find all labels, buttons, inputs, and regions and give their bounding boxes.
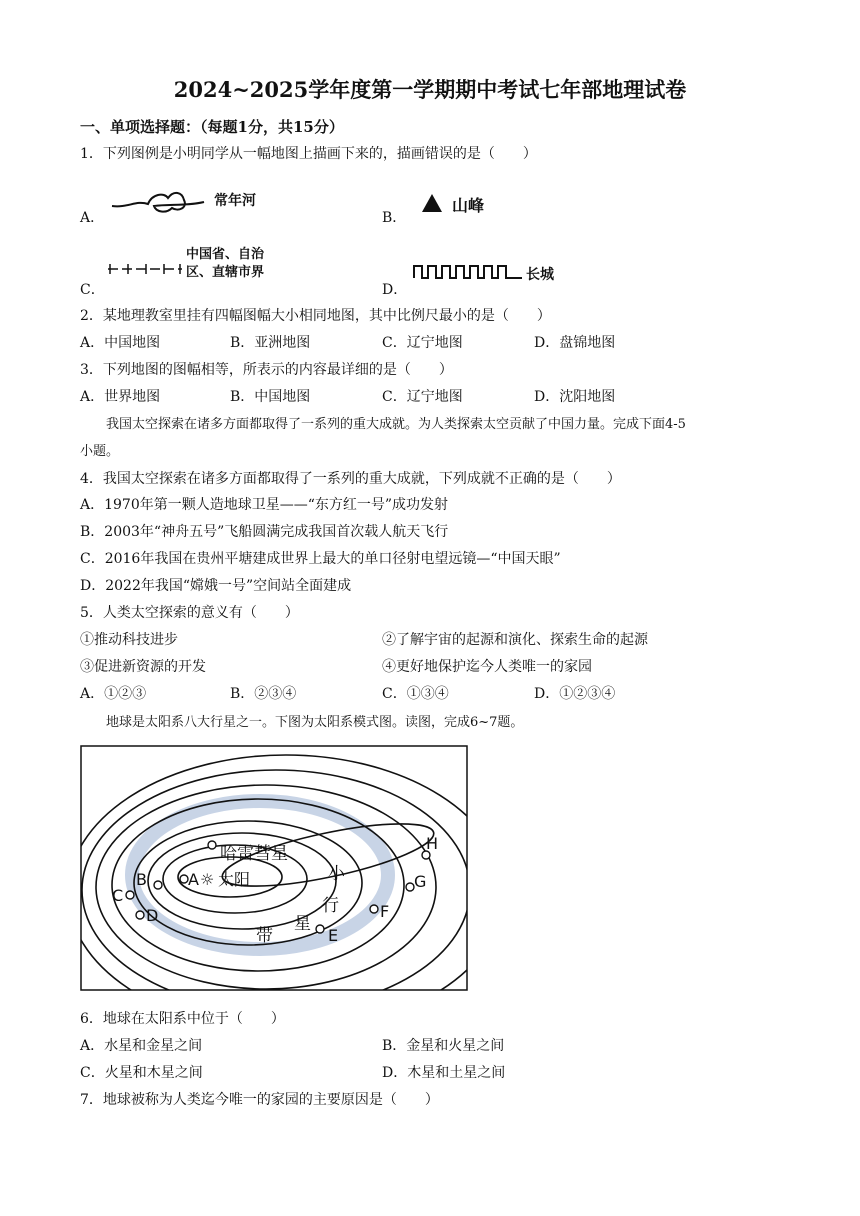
question-4-stem: 4．我国太空探索在诸多方面都取得了一系列的重大成就，下列成就不正确的是（ ）	[80, 471, 621, 487]
q1-option-a-label: 常年河	[214, 193, 256, 209]
province-boundary-icon	[106, 262, 184, 276]
planet-b-label: B	[136, 870, 147, 889]
q5-item-1: ①推动科技进步	[80, 632, 178, 648]
q2-option-d: D．盘锦地图	[534, 335, 616, 351]
question-6-stem: 6．地球在太阳系中位于（ ）	[80, 1011, 285, 1027]
passage-space-line1: 我国太空探索在诸多方面都取得了一系列的重大成就。为人类探索太空贡献了中国力量。完成下面4-5	[106, 417, 686, 432]
q4-option-c: C．2016年我国在贵州平塘建成世界上最大的单口径射电望远镜—“中国天眼”	[80, 551, 561, 567]
q6-option-c: C．火星和木星之间	[80, 1065, 203, 1081]
planet-g-label: G	[414, 872, 427, 891]
sun-dot	[180, 875, 188, 883]
question-5-stem: 5．人类太空探索的意义有（ ）	[80, 605, 299, 621]
q1-option-c-letter: C．	[80, 282, 105, 298]
sun-icon: ☼	[200, 870, 215, 889]
q2-option-b: B．亚洲地图	[230, 335, 311, 351]
q1-option-b-label: 山峰	[452, 196, 485, 215]
belt-char-1: 小	[328, 864, 345, 884]
q5-option-b: B．②③④	[230, 686, 297, 702]
section-heading: 一、单项选择题：（每题1分，共15分）	[80, 118, 344, 136]
q5-option-d: D．①②③④	[534, 686, 616, 702]
sun-label: 太阳	[218, 870, 251, 889]
q4-option-a: A．1970年第一颗人造地球卫星——“东方红一号”成功发射	[80, 497, 449, 513]
comet-label: 哈雷彗星	[220, 844, 288, 864]
planet-h-label: H	[426, 834, 439, 853]
q1-option-d-letter: D．	[382, 282, 408, 298]
q2-option-c: C．辽宁地图	[382, 335, 463, 351]
mountain-peak-icon	[420, 192, 444, 214]
river-legend-icon	[108, 186, 208, 216]
q3-option-c: C．辽宁地图	[382, 389, 463, 405]
planet-b-dot	[154, 881, 162, 889]
q1-option-b-letter: B．	[382, 210, 407, 226]
question-7-stem: 7．地球被称为人类迄今唯一的家园的主要原因是（ ）	[80, 1092, 439, 1108]
passage-space-line2: 小题。	[80, 444, 120, 459]
belt-char-2: 行	[322, 896, 339, 916]
planet-c-label: C	[112, 886, 124, 905]
q3-option-b: B．中国地图	[230, 389, 311, 405]
planet-d-dot	[136, 911, 144, 919]
q5-option-c: C．①③④	[382, 686, 449, 702]
planet-d-label: D	[146, 906, 159, 925]
sun-letter: A	[188, 870, 199, 889]
planet-e-label: E	[328, 926, 339, 945]
q5-item-4: ④更好地保护迄今人类唯一的家园	[382, 659, 592, 675]
belt-char-3: 星	[294, 914, 311, 934]
planet-f-dot	[370, 905, 378, 913]
exam-title: 2024~2025学年度第一学期期中考试七年部地理试卷	[173, 77, 687, 102]
question-1-stem: 1．下列图例是小明同学从一幅地图上描画下来的，描画错误的是（ ）	[80, 146, 537, 162]
great-wall-icon	[412, 262, 524, 282]
q3-option-a: A．世界地图	[80, 389, 161, 405]
q5-item-2: ②了解宇宙的起源和演化、探索生命的起源	[382, 632, 648, 648]
q3-option-d: D．沈阳地图	[534, 389, 616, 405]
planet-e-dot	[316, 925, 324, 933]
planet-c-dot	[126, 891, 134, 899]
planet-f-label: F	[380, 902, 390, 921]
q1-option-a-letter: A．	[80, 210, 105, 226]
q5-option-a: A．①②③	[80, 686, 147, 702]
q5-item-3: ③促进新资源的开发	[80, 659, 206, 675]
planet-g-dot	[406, 883, 414, 891]
q4-option-d: D．2022年我国“嫦娥一号”空间站全面建成	[80, 578, 352, 594]
belt-char-4: 带	[256, 926, 273, 946]
passage-solar-system: 地球是太阳系八大行星之一。下图为太阳系模式图。读图，完成6~7题。	[106, 715, 524, 730]
q4-option-b: B．2003年“神舟五号”飞船圆满完成我国首次载人航天飞行	[80, 524, 449, 540]
q6-option-a: A．水星和金星之间	[80, 1038, 203, 1054]
q1-option-c-label: 中国省、自治 区、直辖市界	[186, 247, 265, 280]
q2-option-a: A．中国地图	[80, 335, 161, 351]
q1-option-d-label: 长城	[526, 267, 554, 283]
question-3-stem: 3．下列地图的图幅相等，所表示的内容最详细的是（ ）	[80, 362, 453, 378]
solar-system-diagram	[80, 745, 470, 993]
q6-option-b: B．金星和火星之间	[382, 1038, 505, 1054]
q6-option-d: D．木星和土星之间	[382, 1065, 506, 1081]
question-2-stem: 2．某地理教室里挂有四幅图幅大小相同地图，其中比例尺最小的是（ ）	[80, 308, 551, 324]
comet-dot	[208, 841, 216, 849]
